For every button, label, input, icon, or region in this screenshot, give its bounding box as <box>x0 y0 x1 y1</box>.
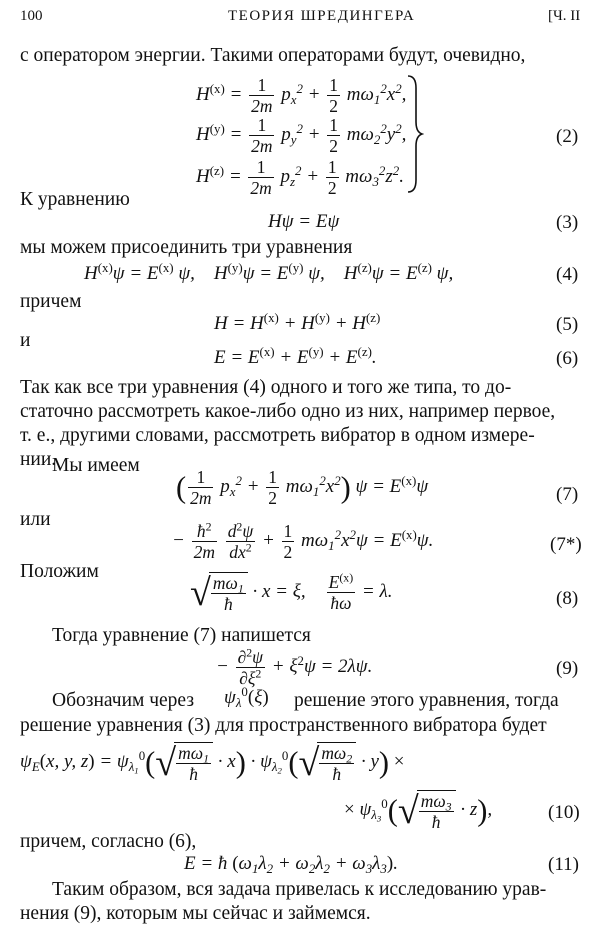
equation-10-line-2: × $\psi_{\lambda_3}^0(√$ $\frac{m\omega_3}{ħ}$ · z), <box>344 789 493 833</box>
equation-7-star: − $\frac{ħ^2}{2m}$ $\frac{d^2\psi}{dx^2}$ + $\frac{1}{2}$ $m\omega_1^2x^2\psi = E^{(x)}\psi$. <box>172 519 434 563</box>
text-line-1: с оператором энергии. Такими операторами будут, очевидно, <box>20 45 526 66</box>
equation-9: − $\frac{\partial^2\psi}{\partial\xi^2}$ + $\xi^2\psi = 2\lambda\psi$. <box>216 645 373 689</box>
equation-number-10: (10) <box>548 802 580 823</box>
equation-number-5: (5) <box>556 314 579 335</box>
equation-hz: $H^{(z)}$ = $\frac{1}{2m}$ $p_z^2$ + $\frac{1}{2}$ $m\omega_3^2z^2$. <box>196 157 404 199</box>
paragraph-1-line-4: нии. <box>20 449 57 470</box>
equation-number-11: (11) <box>548 854 579 875</box>
equation-hx: $H^{(x)}$ = $\frac{1}{2m}$ $p_x^2$ + $\frac{1}{2}$ $m\omega_1^2x^2$, <box>196 75 407 117</box>
equation-11: E = ħ $(\omega_1\lambda_2 + \omega_2\lambda_2 + \omega_3\lambda_3)$. <box>184 853 398 876</box>
equation-10-line-1: $\psi_E(x$, y, $z) = \psi_{\lambda_1}^0(√$ $\frac{m\omega_1}{ħ}$ · $x) \cdot \psi_{\lambda_2}^0(√$ $\frac{m\omega_2}{ħ}$ · y) × <box>20 741 405 785</box>
paragraph-1-line-3: т. е., другими словами, рассмотреть вибратор в одном измере- <box>20 425 535 446</box>
page-number: 100 <box>20 8 43 24</box>
paragraph-3-line-2: нения (9), которым мы сейчас и займемся. <box>20 903 371 924</box>
paragraph-3-line-1: Таким образом, вся задача привелась к исследованию урав- <box>52 879 547 900</box>
equation-number-7: (7) <box>556 484 579 505</box>
text-line-5: и <box>20 330 31 351</box>
text-line-2: К уравнению <box>20 189 130 210</box>
text-line-8: Положим <box>20 561 99 582</box>
equation-number-4: (4) <box>556 264 579 285</box>
text-line-9: Тогда уравнение (7) напишется <box>52 625 311 646</box>
paragraph-2-line-2: решение уравнения (3) для пространственного вибратора будет <box>20 715 547 736</box>
text-line-7: или <box>20 509 51 530</box>
psi-lambda-xi: $\psi_\lambda^0(\xi)$ <box>224 683 269 710</box>
equation-number-7-star: (7*) <box>550 534 582 555</box>
equation-7: ( $\frac{1}{2m}$ $p_x^2$ + $\frac{1}{2}$ $m\omega_1^2x^2$) $\psi = E^{(x)}\psi$ <box>176 467 429 509</box>
equation-hy: $H^{(y)}$ = $\frac{1}{2m}$ $p_y^2$ + $\frac{1}{2}$ $m\omega_2^2y^2$, <box>196 115 407 157</box>
paragraph-1-line-2: статочно рассмотреть какое-либо одно из них, например первое, <box>20 401 556 422</box>
equation-number-9: (9) <box>556 658 579 679</box>
equation-5: $H = H^{(x)} + H^{(y)} + H^{(z)}$ <box>214 309 381 334</box>
equation-number-2: (2) <box>556 126 579 147</box>
equation-3: Hψ = Eψ <box>268 211 340 232</box>
paragraph-2-line-1b: решение этого уравнения, тогда <box>294 690 559 711</box>
right-brace <box>404 74 424 194</box>
equation-number-8: (8) <box>556 588 579 609</box>
equation-8: √ $\frac{m\omega_1}{ħ}$ · x = ξ, $\frac{E^{(x)}}{ħ\omega}$ = λ. <box>190 570 393 615</box>
chapter-marker: [Ч. II <box>548 8 581 24</box>
equation-number-6: (6) <box>556 348 579 369</box>
equation-6: $E = E^{(x)} + E^{(y)} + E^{(z)}$. <box>214 343 377 368</box>
paragraph-1-line-1: Так как все три уравнения (4) одного и того же типа, то до- <box>20 377 512 398</box>
text-line-10: причем, согласно (6), <box>20 831 197 852</box>
equation-number-3: (3) <box>556 212 579 233</box>
text-line-3: мы можем присоединить три уравнения <box>20 237 353 258</box>
text-line-4: причем <box>20 291 82 312</box>
text-line-6: Мы имеем <box>52 455 140 476</box>
running-title: ТЕОРИЯ ШРЕДИНГЕРА <box>228 8 416 24</box>
paragraph-2-line-1a: Обозначим через <box>52 690 195 711</box>
equation-4: $H^{(x)}\psi = E^{(x)}$ ψ, $H^{(y)}\psi = E^{(y)}$ ψ, $H^{(z)}\psi = E^{(z)}$ ψ, <box>84 259 454 284</box>
